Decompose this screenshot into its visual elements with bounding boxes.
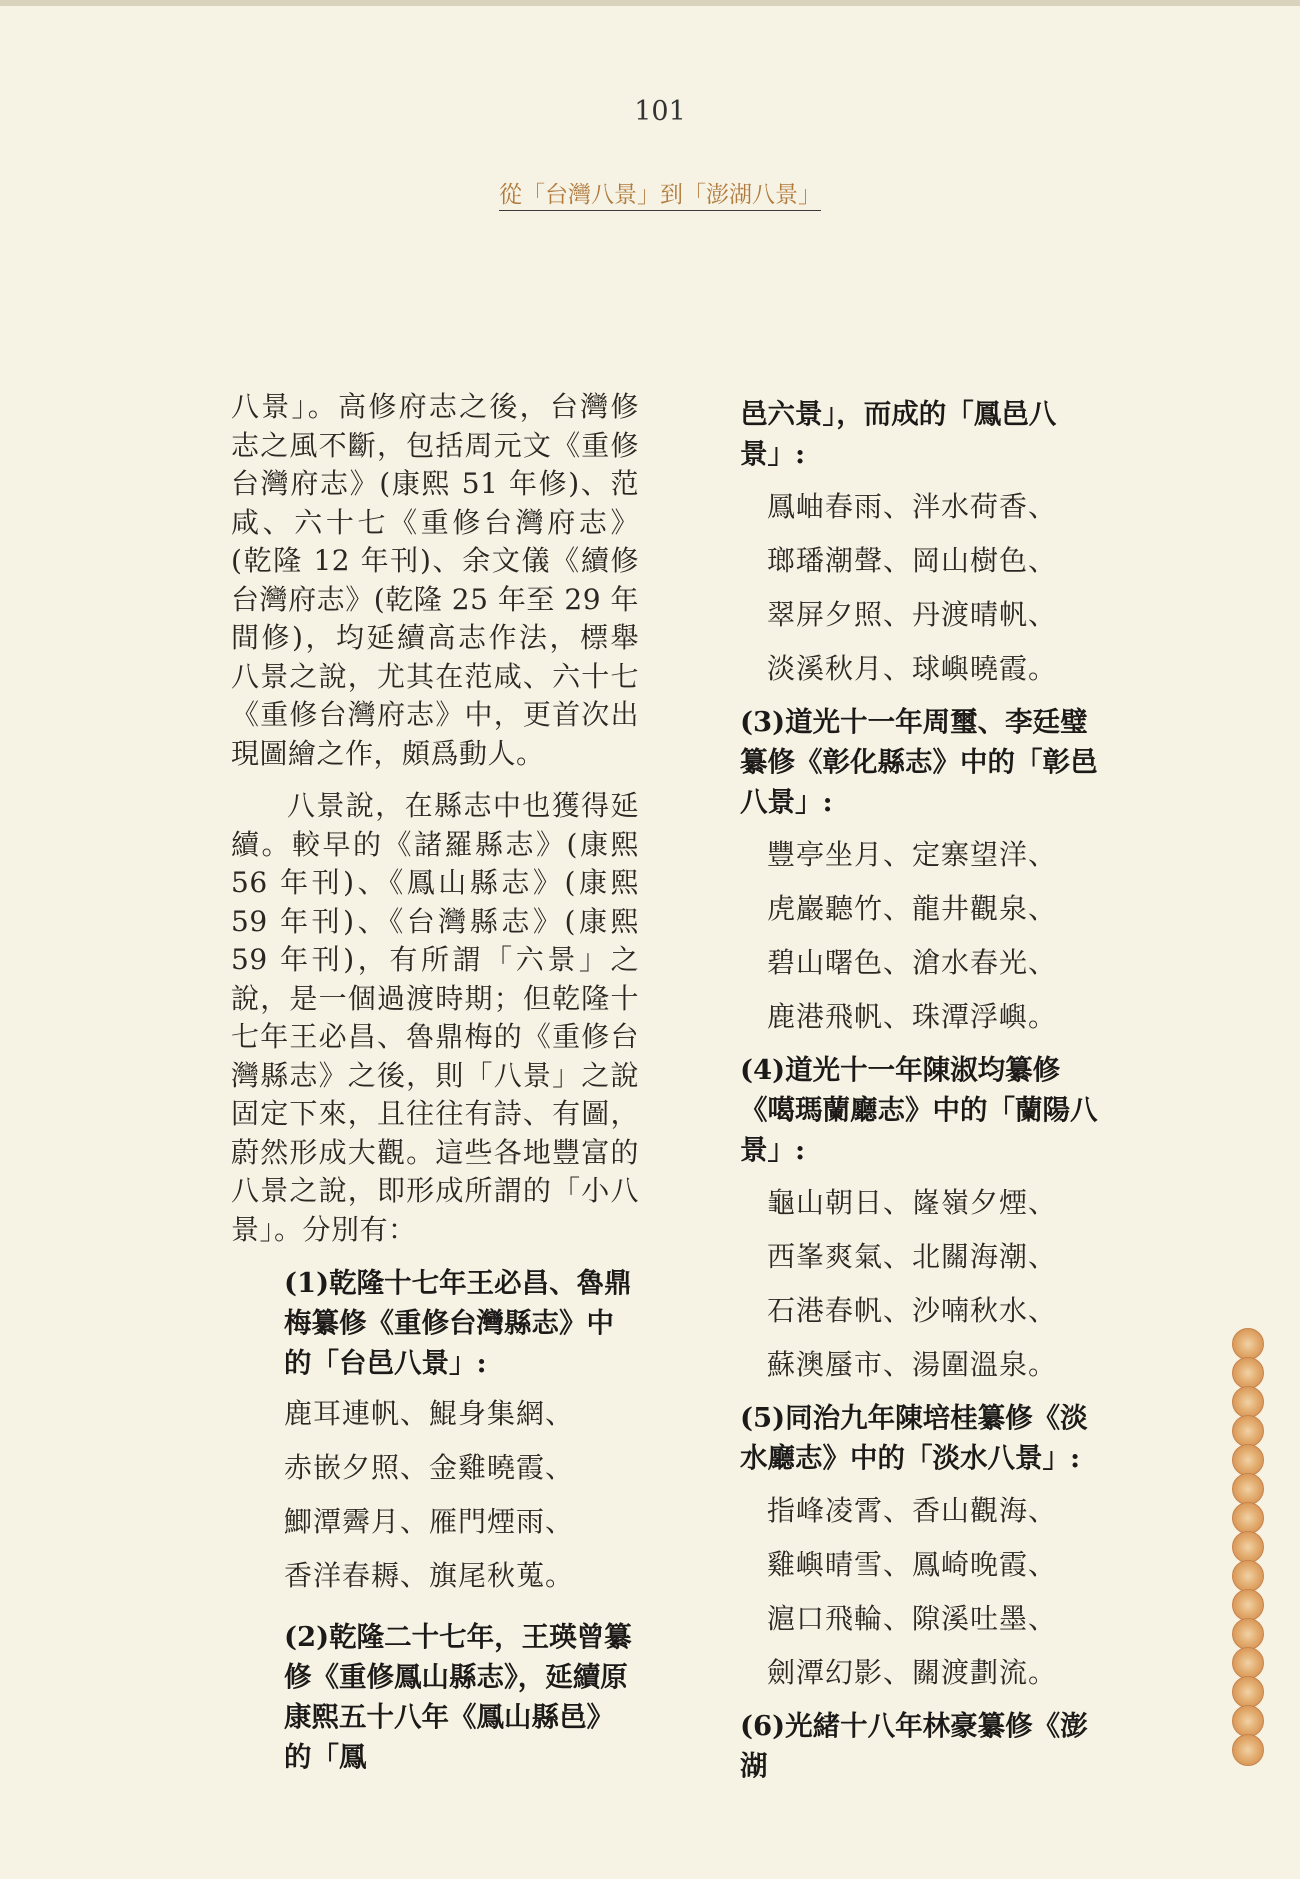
left-column (231, 388, 639, 1777)
scene-line: 指峰凌霄、香山觀海、 (767, 1494, 1058, 1527)
ornament-disc-icon (1232, 1531, 1264, 1563)
ornament-disc-icon (1232, 1676, 1264, 1708)
ornament-disc-icon (1232, 1560, 1264, 1592)
list-item-heading: (6)光緒十八年林豪纂修《澎湖 (740, 1710, 1088, 1782)
scene-list (740, 1176, 1100, 1392)
scene-line: 石港春帆、沙喃秋水、 (767, 1294, 1058, 1327)
scene-line: 香洋春耨、旗尾秋蒐。 (284, 1559, 575, 1592)
ornament-disc-icon (1232, 1705, 1264, 1737)
ornament-disc-icon (1232, 1328, 1264, 1360)
scene-line: 翠屏夕照、丹渡晴帆、 (767, 598, 1058, 631)
scene-line: 瑯璠潮聲、岡山樹色、 (767, 544, 1058, 577)
scene-line: 西峯爽氣、北關海潮、 (767, 1240, 1058, 1273)
scene-line: 赤嵌夕照、金雞曉霞、 (284, 1451, 575, 1484)
scene-line: 碧山曙色、滄水春光、 (767, 946, 1058, 979)
ornament-disc-icon (1232, 1734, 1264, 1766)
page-number: 101 (634, 96, 686, 127)
ornament-disc-icon (1232, 1357, 1264, 1389)
decorative-disc-chain-icon (1232, 1328, 1266, 1763)
list-item-heading: (4)道光十一年陳淑均纂修《噶瑪蘭廳志》中的「蘭陽八景」: (740, 1054, 1098, 1166)
scene-line: 鹿耳連帆、鯤身集網、 (284, 1397, 575, 1430)
scene-line: 鹿港飛帆、珠潭浮嶼。 (767, 1000, 1058, 1033)
scene-list (740, 1484, 1100, 1700)
scene-list (740, 480, 1100, 696)
scene-line: 雞嶼晴雪、鳳崎晚霞、 (767, 1548, 1058, 1581)
ornament-disc-icon (1232, 1415, 1264, 1447)
running-head (0, 176, 1300, 209)
list-block (284, 1263, 639, 1777)
scene-line: 鳳岫春雨、泮水荷香、 (767, 490, 1058, 523)
scene-line: 虎巖聽竹、龍井觀泉、 (767, 892, 1058, 925)
ornament-disc-icon (1232, 1647, 1264, 1679)
list-item-heading: 邑六景」，而成的「鳳邑八景」: (740, 398, 1057, 470)
scene-line: 淡溪秋月、球嶼曉霞。 (767, 652, 1058, 685)
paragraph: 八景」。高修府志之後，台灣修志之風不斷，包括周元文《重修台灣府志》(康熙 51 年修)、范咸、六十七《重修台灣府志》(乾隆 12 年刊)、余文儀《續修台灣府志》(乾隆 25 年至 29 年間修)，均延續高志作法，標舉八景之說，尤其在范咸、六十七《重修台灣府志》中，更首次出現圖繪之作，頗爲動人。 (231, 390, 639, 770)
ornament-disc-icon (1232, 1473, 1264, 1505)
scene-line: 蘇澳蜃市、湯圍溫泉。 (767, 1348, 1058, 1381)
page-top-edge (0, 0, 1300, 6)
list-item-heading: (5)同治九年陳培桂纂修《淡水廳志》中的「淡水八景」: (740, 1402, 1088, 1474)
scene-line: 滬口飛輪、隙溪吐墨、 (767, 1602, 1058, 1635)
list-item-heading: (2)乾隆二十七年，王瑛曾纂修《重修鳳山縣志》，延續原康熙五十八年《鳳山縣邑》的「鳳 (284, 1621, 632, 1773)
scene-line: 龜山朝日、嶐嶺夕煙、 (767, 1186, 1058, 1219)
list-item-heading: (3)道光十一年周璽、李廷璧纂修《彰化縣志》中的「彰邑八景」: (740, 706, 1098, 818)
scene-line: 鯽潭霽月、雁門煙雨、 (284, 1505, 575, 1538)
paragraph: 八景說，在縣志中也獲得延續。較早的《諸羅縣志》(康熙 56 年刊)、《鳳山縣志》(康熙 59 年刊)、《台灣縣志》(康熙 59 年刊)，有所謂「六景」之說，是一個過渡時期；但乾隆十七年王必昌、魯鼎梅的《重修台灣縣志》之後，則「八景」之說固定下來，且往往有詩、有圖，蔚然形成大觀。這些各地豐富的八景之說，即形成所謂的「小八景」。分別有： (231, 789, 639, 1246)
ornament-disc-icon (1232, 1589, 1264, 1621)
ornament-disc-icon (1232, 1444, 1264, 1476)
list-item-heading: (1)乾隆十七年王必昌、魯鼎梅纂修《重修台灣縣志》中的「台邑八景」: (284, 1267, 632, 1379)
scene-line: 劍潭幻影、關渡劃流。 (767, 1656, 1058, 1689)
scene-list (740, 828, 1100, 1044)
ornament-disc-icon (1232, 1386, 1264, 1418)
scene-line: 豐亭坐月、定寨望洋、 (767, 838, 1058, 871)
ornament-disc-icon (1232, 1618, 1264, 1650)
ornament-disc-icon (1232, 1502, 1264, 1534)
running-head-title: 從「台灣八景」到「澎湖八景」 (499, 182, 821, 211)
scene-list (284, 1387, 639, 1603)
right-column (740, 388, 1100, 1786)
